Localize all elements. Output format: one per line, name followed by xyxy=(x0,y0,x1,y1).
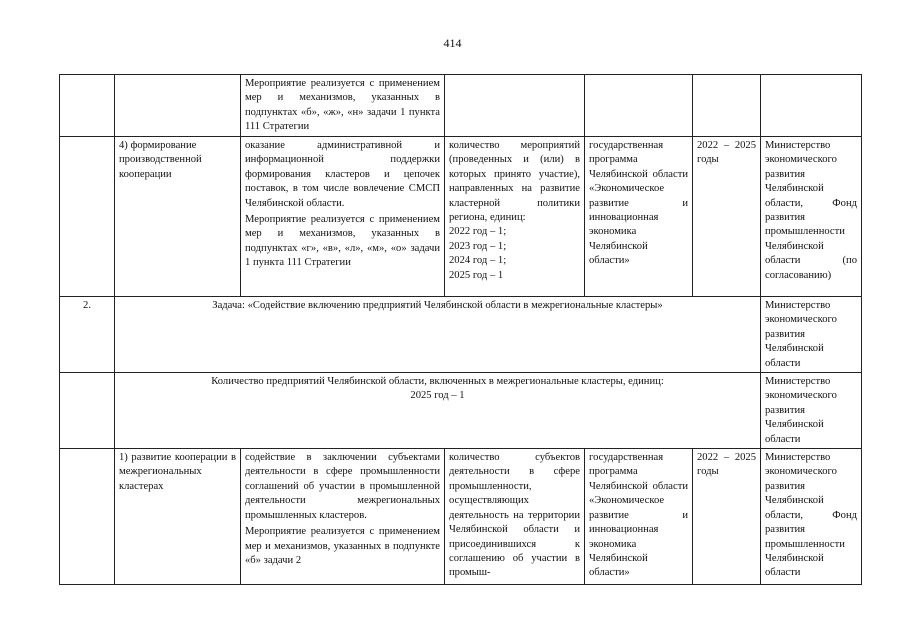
responsible-cell xyxy=(761,75,862,137)
program-text: государственная программа Челябинской области «Экономическое развитие и инновационная экономика Челябинской области» xyxy=(589,140,688,267)
period-text: 2022 – 2025 годы xyxy=(697,140,756,166)
measure-cell xyxy=(241,137,445,297)
program-cell xyxy=(585,449,693,585)
indicator-value: 2022 год – 1; xyxy=(449,226,507,238)
measure-note: Мероприятие реализуется с применением мер и механизмов, указанных в подпунктах «б», «ж», «н» задачи 1 пункта 111 Стратегии xyxy=(245,78,440,133)
responsible-cell xyxy=(761,373,862,449)
measure-cell xyxy=(241,75,445,137)
direction-text: 1) развитие кооперации в межрегиональных кластерах xyxy=(119,452,236,492)
page-number: 414 xyxy=(443,36,462,50)
responsible-text: Министерство экономического развития Челябинской области, Фонд развития промышленности Челябинской области (по согласованию) xyxy=(765,140,857,281)
number-cell xyxy=(60,449,115,585)
task-text: Задача: «Содействие включению предприятий Челябинской области в межрегиональные кластеры» xyxy=(212,300,663,311)
indicator-summary-value: 2025 год – 1 xyxy=(410,390,465,402)
responsible-text: Министерство экономического развития Челябинской области, Фонд развития промышленности Челябинской области xyxy=(765,452,857,579)
indicator-summary-cell xyxy=(115,373,761,449)
program-text: государственная программа Челябинской области «Экономическое развитие и инновационная экономика Челябинской области» xyxy=(589,452,688,579)
direction-cell xyxy=(115,137,241,297)
measure-note: Мероприятие реализуется с применением мер и механизмов, указанных в подпунктах «г», «в», «л», «м», «о» задачи 1 пункта 111 Стратегии xyxy=(245,214,440,269)
period-cell xyxy=(693,449,761,585)
task-number: 2. xyxy=(83,300,91,311)
responsible-cell xyxy=(761,449,862,585)
number-cell xyxy=(60,297,115,373)
table-row xyxy=(60,373,862,449)
measure-cell xyxy=(241,449,445,585)
responsible-text: Министерство экономического развития Челябинской области xyxy=(765,300,837,369)
measure-text: оказание административной и информационной поддержки формирования кластеров и цепочек поставок, в том числе вовлечение СМСП Челябинской области. xyxy=(245,140,440,209)
measure-note: Мероприятие реализуется с применением мер и механизмов, указанных в подпункте «б» задачи 2 xyxy=(245,526,440,566)
indicator-value: 2023 год – 1; xyxy=(449,240,507,252)
indicator-cell xyxy=(445,75,585,137)
number-cell xyxy=(60,75,115,137)
responsible-cell xyxy=(761,137,862,297)
program-cell xyxy=(585,137,693,297)
direction-text: 4) формирование производственной кооперации xyxy=(119,140,202,180)
responsible-cell xyxy=(761,297,862,373)
table-row xyxy=(60,449,862,585)
indicator-cell xyxy=(445,449,585,585)
responsible-text: Министерство экономического развития Челябинской области xyxy=(765,376,837,445)
indicator-value: 2024 год – 1; xyxy=(449,255,507,267)
table-row xyxy=(60,137,862,297)
indicator-cell xyxy=(445,137,585,297)
table-row xyxy=(60,297,862,373)
number-cell xyxy=(60,373,115,449)
direction-cell xyxy=(115,449,241,585)
indicator-text: количество субъектов деятельности в сфере промышленности, осуществляющих деятельность на территории Челябинской области и присоединившихся к соглашению об участии в промыш- xyxy=(449,452,580,579)
table-row xyxy=(60,75,862,137)
period-cell xyxy=(693,75,761,137)
measure-text: содействие в заключении субъектами деятельности в сфере промышленности соглашений об участии в промышленной деятельности межрегиональных промышленных кластеров. xyxy=(245,452,440,521)
indicator-value: 2025 год – 1 xyxy=(449,269,504,281)
indicator-summary: Количество предприятий Челябинской области, включенных в межрегиональные кластеры, единиц: xyxy=(211,376,664,388)
period-text: 2022 – 2025 годы xyxy=(697,452,756,478)
strategy-table xyxy=(59,74,862,585)
program-cell xyxy=(585,75,693,137)
indicator-text: количество мероприятий (проведенных и (или) в которых принято участие), направленных на развитие кластерной политики региона, единиц: xyxy=(449,140,580,224)
task-cell xyxy=(115,297,761,373)
number-cell xyxy=(60,137,115,297)
period-cell xyxy=(693,137,761,297)
direction-cell xyxy=(115,75,241,137)
